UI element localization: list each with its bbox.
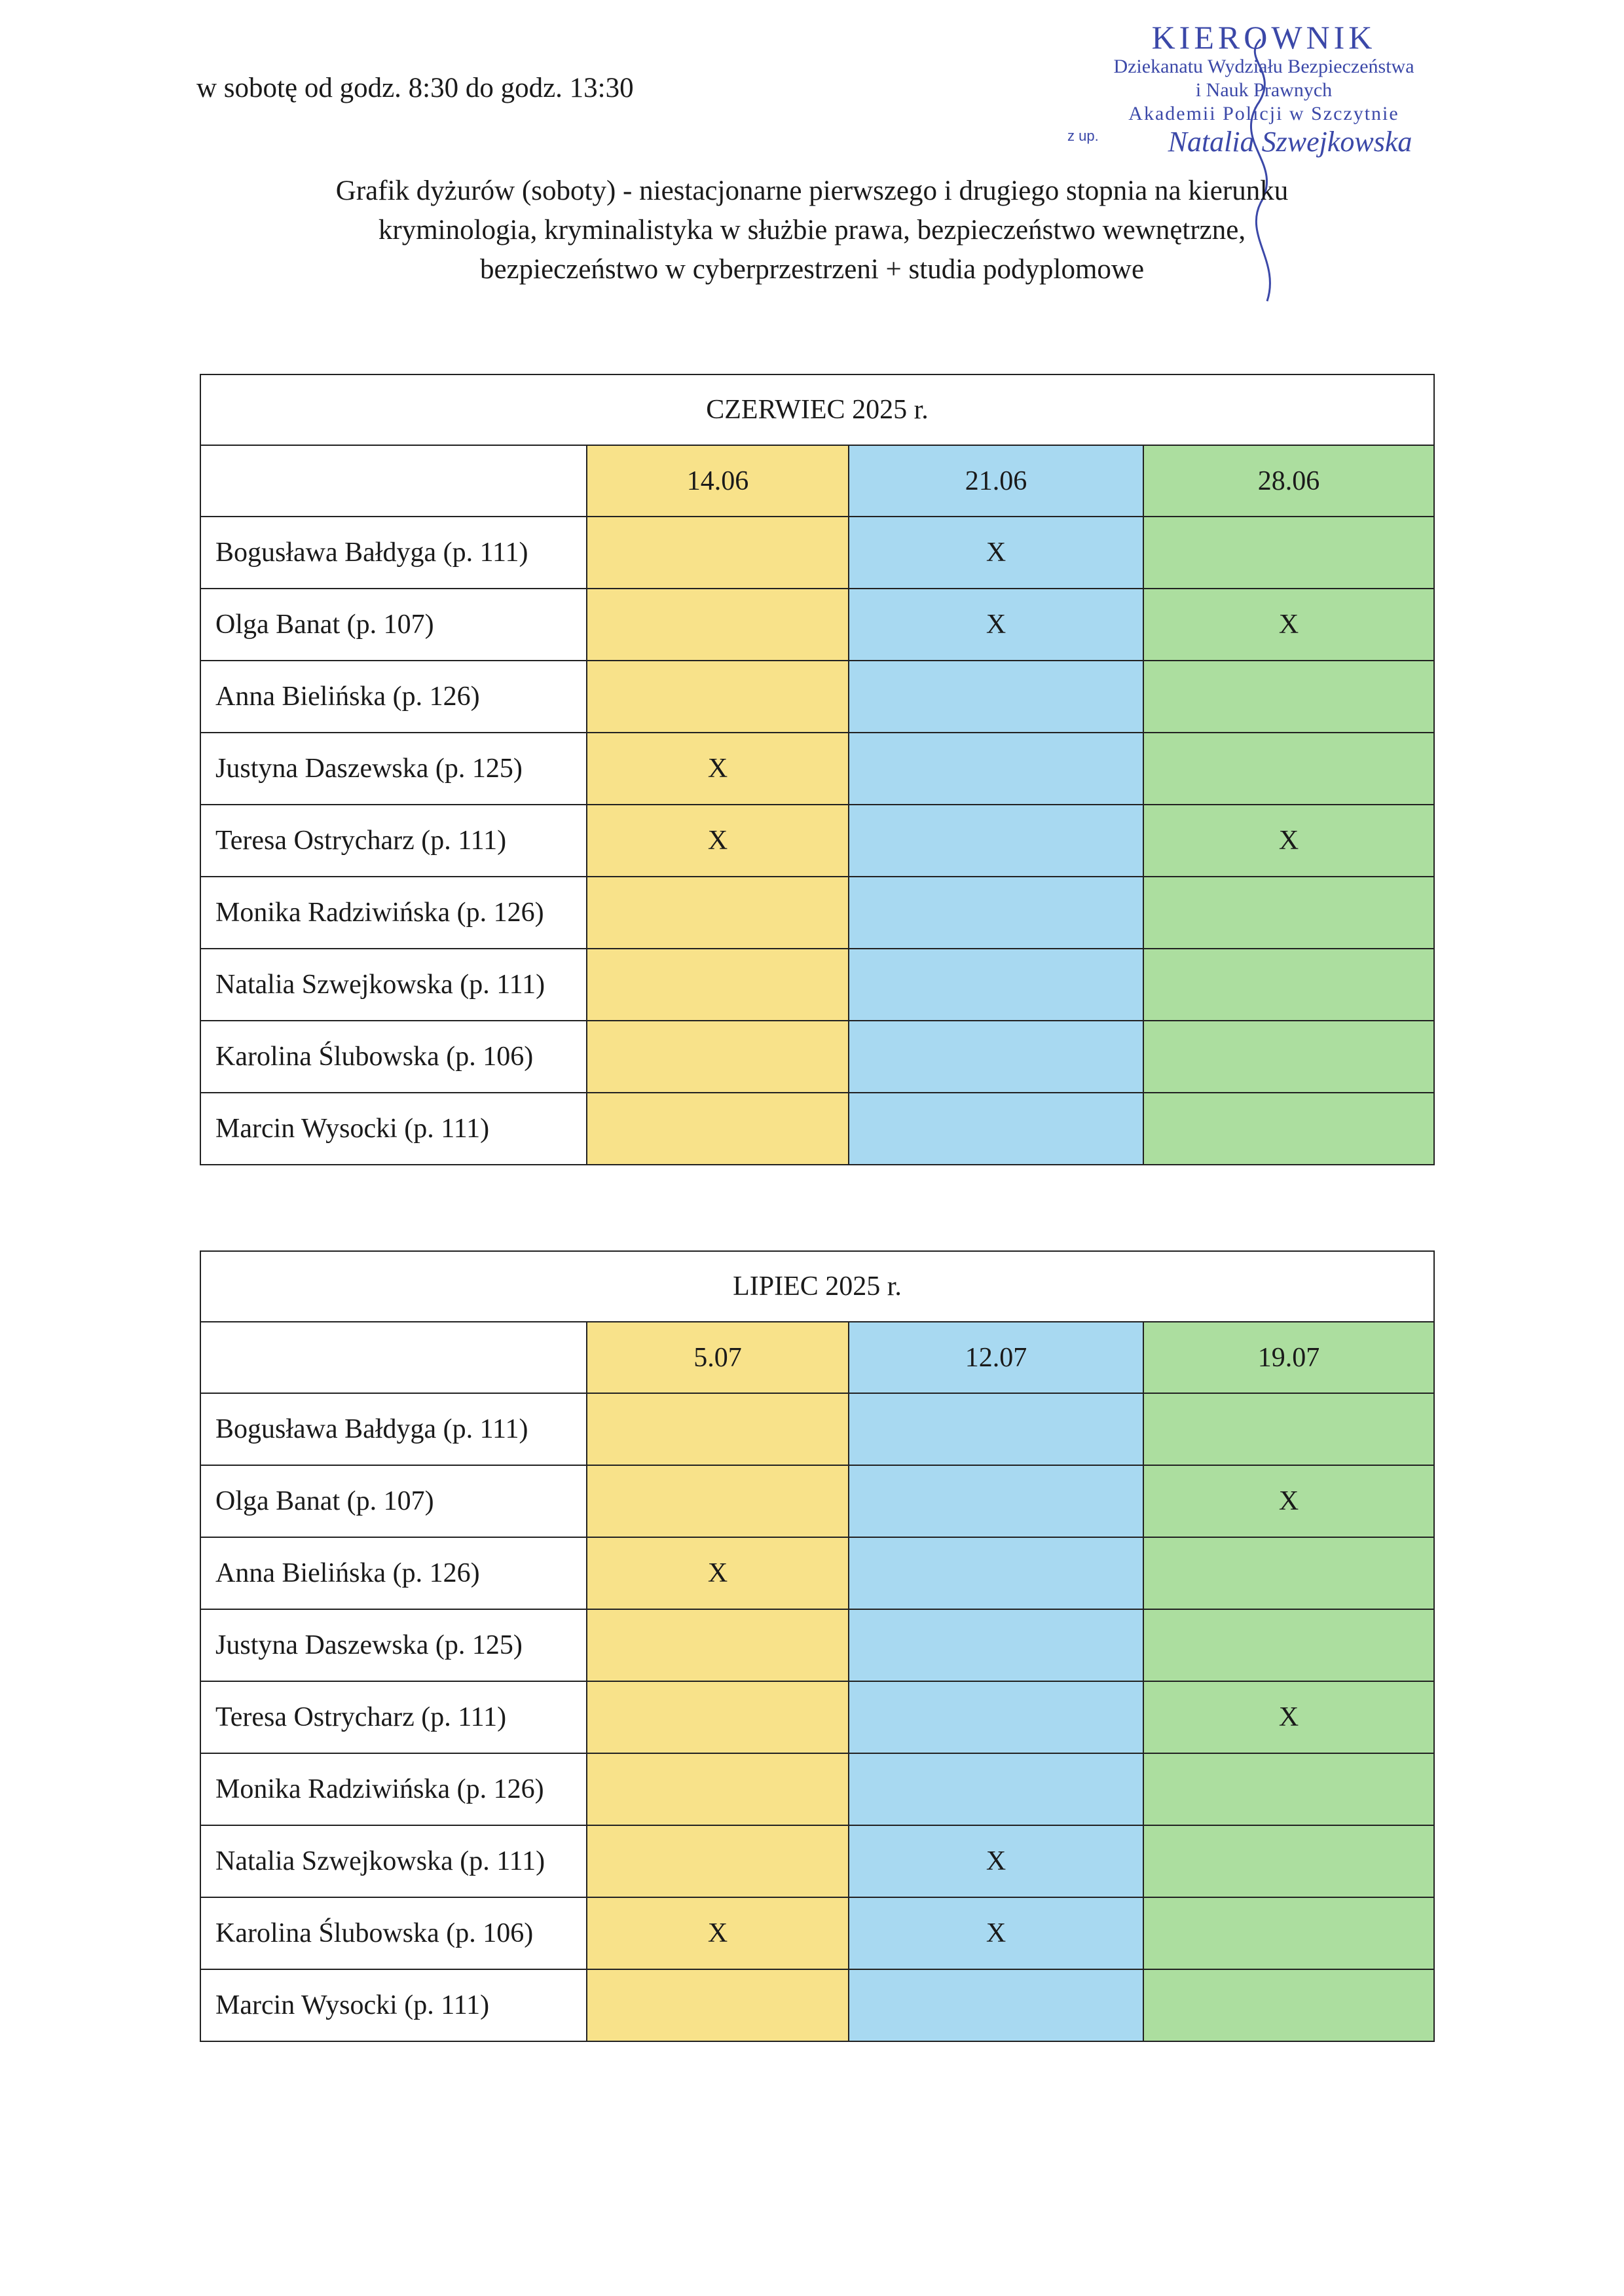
person-name: Marcin Wysocki (p. 111) xyxy=(200,1093,587,1165)
duty-cell xyxy=(1143,1021,1434,1093)
table-row xyxy=(200,1093,1434,1165)
duty-mark: X xyxy=(986,538,1006,568)
person-name: Natalia Szwejkowska (p. 111) xyxy=(200,949,587,1021)
duty-cell xyxy=(587,589,849,661)
schedule-table-june xyxy=(200,374,1435,1165)
duty-cell xyxy=(849,1753,1143,1825)
duty-cell xyxy=(849,1897,1143,1969)
table-title-row xyxy=(200,374,1434,445)
stamp-title: KIEROWNIK xyxy=(1151,19,1376,56)
duty-cell xyxy=(1143,1465,1434,1537)
table-row xyxy=(200,733,1434,805)
person-name: Teresa Ostrycharz (p. 111) xyxy=(200,805,587,877)
duty-cell xyxy=(587,877,849,949)
duty-cell xyxy=(1143,1753,1434,1825)
table-row xyxy=(200,1897,1434,1969)
person-name: Monika Radziwińska (p. 126) xyxy=(200,877,587,949)
duty-cell xyxy=(1143,1093,1434,1165)
date-header-row xyxy=(200,1322,1434,1393)
table-row xyxy=(200,1465,1434,1537)
duty-cell xyxy=(587,1897,849,1969)
duty-cell xyxy=(587,1969,849,2041)
duty-cell xyxy=(1143,1969,1434,2041)
duty-cell xyxy=(849,661,1143,733)
person-name: Olga Banat (p. 107) xyxy=(200,589,587,661)
duty-cell xyxy=(587,1093,849,1165)
table-row xyxy=(200,949,1434,1021)
person-name: Monika Radziwińska (p. 126) xyxy=(200,1753,587,1825)
table-row xyxy=(200,877,1434,949)
table-row xyxy=(200,1753,1434,1825)
duty-mark: X xyxy=(986,610,1006,640)
person-name: Olga Banat (p. 107) xyxy=(200,1465,587,1537)
duty-cell xyxy=(1143,661,1434,733)
duty-mark: X xyxy=(986,1918,1006,1948)
duty-cell xyxy=(1143,805,1434,877)
document-heading xyxy=(196,172,1428,289)
duty-mark: X xyxy=(707,754,728,784)
duty-cell xyxy=(587,733,849,805)
duty-cell xyxy=(1143,1825,1434,1897)
duty-mark: X xyxy=(1278,1486,1299,1516)
duty-cell xyxy=(587,1393,849,1465)
person-name: Natalia Szwejkowska (p. 111) xyxy=(200,1825,587,1897)
duty-cell xyxy=(849,949,1143,1021)
intro-hours: w sobotę od godz. 8:30 do godz. 13:30 xyxy=(196,73,634,103)
corner-cell xyxy=(200,1322,587,1393)
person-name: Bogusława Bałdyga (p. 111) xyxy=(200,517,587,589)
duty-cell xyxy=(587,1753,849,1825)
duty-cell xyxy=(849,733,1143,805)
date-header: 21.06 xyxy=(849,445,1143,517)
duty-cell xyxy=(1143,1681,1434,1753)
duty-cell xyxy=(587,805,849,877)
duty-cell xyxy=(587,1825,849,1897)
duty-mark: X xyxy=(707,1558,728,1588)
table-row xyxy=(200,1537,1434,1609)
person-name: Justyna Daszewska (p. 125) xyxy=(200,733,587,805)
heading-line-3: bezpieczeństwo w cyberprzestrzeni + studia podyplomowe xyxy=(479,254,1145,285)
schedule-table-july xyxy=(200,1250,1435,2042)
duty-mark: X xyxy=(986,1846,1006,1876)
duty-cell xyxy=(849,1537,1143,1609)
corner-cell xyxy=(200,445,587,517)
person-name: Bogusława Bałdyga (p. 111) xyxy=(200,1393,587,1465)
table-row xyxy=(200,1825,1434,1897)
duty-cell xyxy=(1143,1537,1434,1609)
date-header-row xyxy=(200,445,1434,517)
date-header: 28.06 xyxy=(1143,445,1434,517)
person-name: Anna Bielińska (p. 126) xyxy=(200,661,587,733)
stamp-line-1: Dziekanatu Wydziału Bezpieczeństwa xyxy=(1113,56,1414,77)
duty-cell xyxy=(1143,949,1434,1021)
stamp-line-2: i Nauk Prawnych xyxy=(1195,79,1333,101)
duty-cell xyxy=(849,1393,1143,1465)
duty-cell xyxy=(1143,733,1434,805)
month-title: CZERWIEC 2025 r. xyxy=(200,374,1434,445)
date-header: 5.07 xyxy=(587,1322,849,1393)
table-row xyxy=(200,517,1434,589)
duty-cell xyxy=(1143,877,1434,949)
duty-cell xyxy=(849,1969,1143,2041)
person-name: Marcin Wysocki (p. 111) xyxy=(200,1969,587,2041)
duty-cell xyxy=(1143,1897,1434,1969)
duty-cell xyxy=(587,661,849,733)
duty-cell xyxy=(849,1681,1143,1753)
duty-cell xyxy=(849,877,1143,949)
date-header: 14.06 xyxy=(587,445,849,517)
heading-line-1: Grafik dyżurów (soboty) - niestacjonarne pierwszego i drugiego stopnia na kierunku xyxy=(335,175,1289,206)
person-name: Anna Bielińska (p. 126) xyxy=(200,1537,587,1609)
duty-cell xyxy=(587,949,849,1021)
table-row xyxy=(200,805,1434,877)
table-row xyxy=(200,1681,1434,1753)
official-stamp xyxy=(1067,19,1454,158)
duty-cell xyxy=(849,589,1143,661)
duty-cell xyxy=(587,1681,849,1753)
duty-cell xyxy=(587,1537,849,1609)
person-name: Karolina Ślubowska (p. 106) xyxy=(200,1897,587,1969)
person-name: Karolina Ślubowska (p. 106) xyxy=(200,1021,587,1093)
duty-cell xyxy=(587,1609,849,1681)
date-header: 19.07 xyxy=(1143,1322,1434,1393)
duty-cell xyxy=(849,1093,1143,1165)
duty-mark: X xyxy=(707,1918,728,1948)
duty-cell xyxy=(587,1465,849,1537)
duty-cell xyxy=(587,517,849,589)
duty-cell xyxy=(1143,589,1434,661)
heading-line-2: kryminologia, kryminalistyka w służbie prawa, bezpieczeństwo wewnętrzne, xyxy=(378,215,1246,246)
duty-cell xyxy=(1143,1393,1434,1465)
stamp-zup: z up. xyxy=(1067,128,1099,144)
duty-mark: X xyxy=(1278,826,1299,856)
duty-cell xyxy=(849,1021,1143,1093)
stamp-signature: Natalia Szwejkowska xyxy=(1168,126,1412,158)
person-name: Justyna Daszewska (p. 125) xyxy=(200,1609,587,1681)
duty-cell xyxy=(1143,517,1434,589)
table-row xyxy=(200,1969,1434,2041)
table-row xyxy=(200,661,1434,733)
table-row xyxy=(200,1021,1434,1093)
duty-cell xyxy=(849,1825,1143,1897)
duty-mark: X xyxy=(1278,610,1299,640)
duty-cell xyxy=(849,805,1143,877)
month-title: LIPIEC 2025 r. xyxy=(200,1251,1434,1322)
duty-cell xyxy=(1143,1609,1434,1681)
duty-mark: X xyxy=(707,826,728,856)
table-row xyxy=(200,589,1434,661)
duty-mark: X xyxy=(1278,1702,1299,1732)
table-title-row xyxy=(200,1251,1434,1322)
stamp-line-3: Akademii Policji w Szczytnie xyxy=(1128,103,1399,124)
duty-cell xyxy=(849,1465,1143,1537)
duty-cell xyxy=(849,517,1143,589)
table-row xyxy=(200,1609,1434,1681)
table-row xyxy=(200,1393,1434,1465)
duty-cell xyxy=(587,1021,849,1093)
person-name: Teresa Ostrycharz (p. 111) xyxy=(200,1681,587,1753)
date-header: 12.07 xyxy=(849,1322,1143,1393)
duty-cell xyxy=(849,1609,1143,1681)
